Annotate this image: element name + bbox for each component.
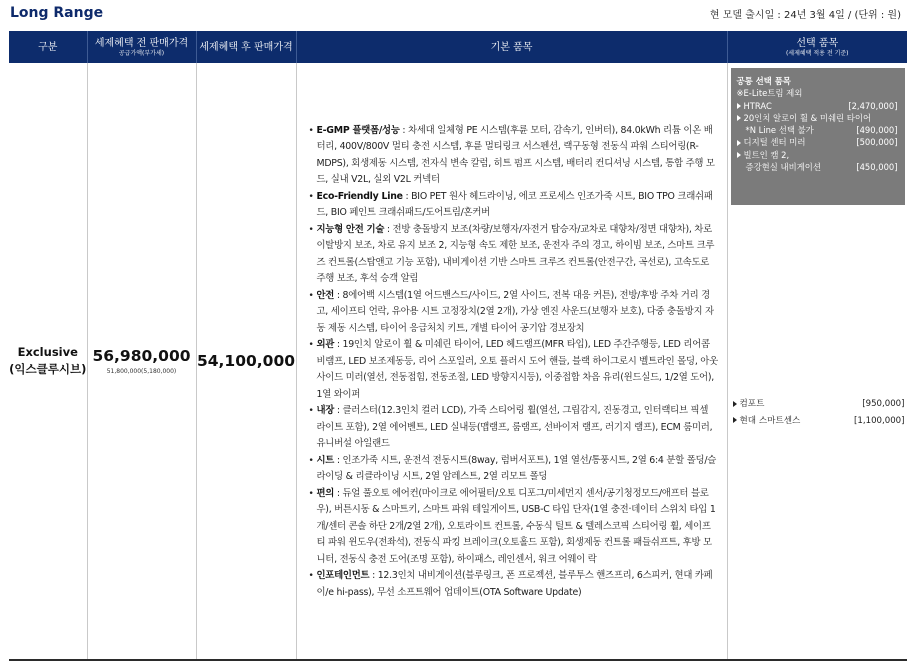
table-header-row <box>9 31 907 63</box>
pre-tax-price: 56,980,000 <box>92 347 191 365</box>
basic-item-category: 시트 <box>316 454 335 466</box>
basic-items-list <box>309 123 719 602</box>
basic-item <box>309 486 719 569</box>
option-item-name: 증강현실 내비게이션 <box>745 162 821 173</box>
basic-item-text: : 8에어백 시스템(1열 어드밴스드/사이드, 2열 사이드, 전복 대응 커튼), 전방/후방 주차 거리 경고, 세이프티 언락, 유아용 시트 고정장치(2열 2개), 가상 엔진 사운드(보행자 보호), 다중 충돌방지 자동 제동 시스템, 타이어 응급처치 키트, 개별 타이어 공기압 경보장치 <box>316 289 714 334</box>
basic-item-category: 외관 <box>316 339 335 351</box>
trim-option-name: 현대 스마트센스 <box>739 415 801 426</box>
basic-item-category: 편의 <box>316 487 335 499</box>
triangle-bullet-icon <box>733 401 737 407</box>
pre-tax-price-cell <box>87 63 196 660</box>
basic-item <box>309 288 719 338</box>
post-tax-price-cell <box>196 63 296 660</box>
basic-item <box>309 568 719 601</box>
option-item-name: *N Line 선택 불가 <box>745 125 814 136</box>
option-item <box>737 112 898 124</box>
basic-item-text: : 차세대 일체형 PE 시스템(후륜 모터, 감속기, 인버터), 84.0kWh 리튬 이온 배터리, 400V/800V 멀티 충전 시스템, 후륜 멀티링크 서스펜션, 랙구동형 전동식 파워 스티어링(R-MDPS), 회생제동 시스템, 전자식 변속 칼럼, 히트 펌프 시스템, 배터리 컨디셔닝 시스템, 통합 주행 모드, 실내 V2L, 실외 V2L 커넥터 <box>316 124 715 186</box>
option-item <box>737 100 898 112</box>
triangle-bullet-icon <box>737 152 741 158</box>
option-item-name: 빌트인 캠 2, <box>743 149 790 160</box>
header-pre-tax: 세제혜택 전 판매가격 공급가액(부가세) <box>87 31 196 63</box>
basic-items-cell <box>296 63 727 660</box>
trim-option-name: 컴포트 <box>739 399 765 409</box>
basic-item-category: 인포테인먼트 <box>316 570 370 582</box>
option-item-price: [490,000] <box>856 125 898 136</box>
basic-item-category: 내장 <box>316 405 335 417</box>
basic-item <box>309 222 719 288</box>
common-options-heading: 공통 선택 품목 <box>736 76 791 86</box>
basic-item-text: : 듀얼 풀오토 에어컨(마이크로 에어필터/오토 디포그/미세먼지 센서/공기청정모드/애프터 블로우), 버튼시동 & 스마트키, 스마트 파워 테일게이트, USB-C 타입 단자(1열 충전·데이터 스위치 타입 1개/센터 콘솔 하단 2개/2열 2개), 오토라이트 컨트롤, 수동식 틸트 & 텔레스코픽 스티어링 휠, 세이프티 파워 윈도우(전좌석), 전동식 파킹 브레이크(오토홀드 포함), 회생제동 컨트롤 패들쉬프트, 후방 모니터, 전동식 충전 도어(조명 포함), 하이패스, 레인센서, 워크 어웨이 락 <box>316 487 716 565</box>
trim-option-price: [950,000] <box>862 399 905 409</box>
price-table <box>9 31 907 661</box>
common-options-box <box>731 68 905 205</box>
trim-name: Exclusive <box>17 345 78 359</box>
basic-item-category: 안전 <box>316 289 335 301</box>
option-item-price: [2,470,000] <box>848 100 898 111</box>
trim-option-price: [1,100,000] <box>854 415 905 426</box>
triangle-bullet-icon <box>737 140 741 146</box>
basic-item-text: : 인조가죽 시트, 운전석 전동시트(8way, 럼버서포트), 1열 열선/통풍시트, 2열 6:4 분할 폴딩/슬라이딩 & 리클라이닝 시트, 2열 암레스트, 2열 리모트 폴딩 <box>316 454 717 483</box>
triangle-bullet-icon <box>737 103 741 109</box>
basic-item <box>309 337 719 403</box>
option-item-name: HTRAC <box>743 100 772 111</box>
header-pre-tax-sub: 공급가액(부가세) <box>118 49 165 57</box>
basic-item-text: : 전방 충돌방지 보조(차량/보행자/자전거 탑승자/교차로 대향차/정면 대향차), 차로 이탈방지 보조, 차로 유지 보조 2, 지능형 속도 제한 보조, 운전자 주의 경고, 하이빔 보조, 스마트 크루즈 컨트롤(스탑앤고 기능 포함), 내비게이션 기반 스마트 크루즈 컨트롤(안전구간, 곡선로), 고속도로 주행 보조, 후석 승객 알림 <box>316 223 715 285</box>
header-options: 선택 품목 (세제혜택 적용 전 기준) <box>727 31 907 63</box>
release-note: 현 모델 출시일 : 24년 3월 4일 / (단위 : 원) <box>709 10 901 21</box>
common-options-list <box>737 100 898 174</box>
triangle-bullet-icon <box>737 115 741 121</box>
trim-name-kr: (익스클루시브) <box>9 362 87 376</box>
option-item-name: 디지털 센터 미러 <box>743 137 806 148</box>
basic-item-category: Eco-Friendly Line <box>316 190 403 202</box>
option-item <box>737 161 898 173</box>
option-item-price: [500,000] <box>856 137 898 148</box>
trim-option-item <box>733 413 905 430</box>
pre-tax-detail: 51,800,000(5,180,000) <box>106 368 177 375</box>
basic-item-text: : 클러스터(12.3인치 컬러 LCD), 가죽 스티어링 휠(열선, 그립감지, 진동경고, 인터랙티브 픽셀 라이트 포함), 2열 에어벤트, LED 실내등(맵램프, 룸램프, 선바이저 램프, 러기지 램프), ECM 룸미러, 유니버설 아일랜드 <box>316 405 713 450</box>
basic-item <box>309 453 719 486</box>
basic-item-category: E-GMP 플랫폼/성능 <box>316 124 400 136</box>
basic-item-text: : 12.3인치 내비게이션(블루링크, 폰 프로젝션, 블루투스 핸즈프리, 6스피커, 현대 카페이/e hi-pass), 무선 소프트웨어 업데이트(OTA Software Update) <box>316 570 713 598</box>
option-item-price: [450,000] <box>856 162 898 173</box>
basic-item <box>309 189 719 222</box>
page-title: Long Range <box>10 5 104 21</box>
basic-item-text: : 19인치 알로이 휠 & 미쉐린 타이어, LED 헤드램프(MFR 타입), LED 주간주행등, LED 리어콤비램프, LED 보조제동등, 리어 스포일러, 오토 플러시 도어 핸들, 블랙 하이그로시 벨트라인 몰딩, 아웃사이드 미러(열선, 전동접힘, 전동조절, LED 방향지시등), 이중접합 차음 유리(윈드실드, 1/2열 도어), 1열 와이퍼 <box>316 339 718 400</box>
option-item <box>737 136 898 148</box>
table-row <box>9 63 907 660</box>
basic-item <box>309 403 719 453</box>
options-cell <box>727 63 907 660</box>
option-item <box>737 124 898 136</box>
basic-item-text: : BIO PET 원사 헤드라이닝, 에코 프로세스 인조가죽 시트, BIO TPO 크래쉬패드, BIO 페인트 크래쉬패드/도어트림/혼커버 <box>316 190 713 219</box>
post-tax-price: 54,100,000 <box>196 352 296 370</box>
trim-cell <box>9 63 87 660</box>
common-options-note: ※E-Lite트림 제외 <box>736 88 803 99</box>
trim-options-list <box>731 396 905 429</box>
header-post-tax: 세제혜택 후 판매가격 <box>196 31 296 63</box>
basic-item-category: 지능형 안전 기술 <box>316 223 385 235</box>
header-basic: 기본 품목 <box>296 31 727 63</box>
header-options-sub: (세제혜택 적용 전 기준) <box>785 49 849 57</box>
option-item-name: 20인치 알로이 휠 & 미쉐린 타이어 <box>743 112 872 123</box>
option-item <box>737 149 898 161</box>
header-trim: 구분 <box>38 41 58 53</box>
basic-item <box>309 123 719 189</box>
triangle-bullet-icon <box>733 417 737 423</box>
trim-option-item <box>733 396 905 413</box>
